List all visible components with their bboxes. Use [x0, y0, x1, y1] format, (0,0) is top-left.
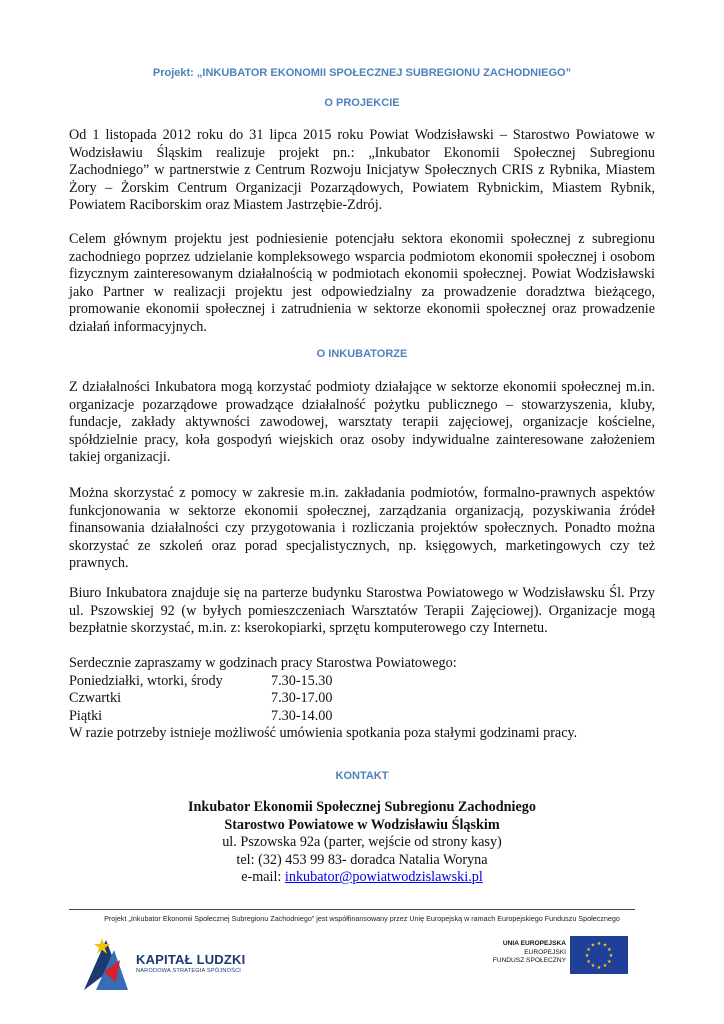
- project-title: Projekt: „INKUBATOR EKONOMII SPOŁECZNEJ SUBREGIONU ZACHODNIEGO”: [152, 67, 572, 79]
- section-heading-about-project: O PROJEKCIE: [324, 97, 400, 109]
- section-heading-contact: KONTAKT: [335, 770, 389, 782]
- eu-star-icon: ★: [602, 964, 608, 970]
- eu-star-icon: ★: [584, 953, 590, 959]
- hours-intro: Serdecznie zapraszamy w godzinach pracy Starostwa Powiatowego:: [69, 655, 457, 671]
- contact-address: ul. Pszowska 92a (parter, wejście od strony kasy): [222, 834, 502, 850]
- kapital-ludzki-emblem-icon: [80, 936, 136, 994]
- contact-email-link[interactable]: inkubator@powiatwodzislawski.pl: [284, 869, 483, 885]
- kapital-ludzki-subtitle: NARODOWA STRATEGIA SPÓJNOŚCI: [136, 968, 242, 974]
- section-heading-about-incubator: O INKUBATORZE: [316, 348, 408, 360]
- contact-org-name: Inkubator Ekonomii Społecznej Subregionu Zachodniego: [188, 799, 536, 815]
- eu-star-icon: ★: [590, 964, 596, 970]
- eu-logo-line-1: UNIA EUROPEJSKA: [502, 940, 566, 947]
- hours-row: [69, 673, 655, 691]
- hours-note: W razie potrzeby istnieje możliwość umówienia spotkania poza stałymi godzinami pracy.: [69, 725, 578, 741]
- eu-star-icon: ★: [596, 941, 602, 947]
- footer-divider: [69, 909, 635, 910]
- hours-time: 7.30-14.00: [271, 707, 333, 724]
- eu-star-icon: ★: [590, 943, 596, 949]
- eu-logo-line-3: FUNDUSZ SPOŁECZNY: [492, 957, 566, 964]
- eu-star-icon: ★: [586, 959, 591, 965]
- eu-star-icon: ★: [608, 953, 614, 959]
- about-project-paragraph-2: Celem głównym projektu jest podniesienie potencjału sektora ekonomii społecznej z subregionu zachodniego poprzez udzielanie kompleksowego wsparcia podmiotom ekonomii społecznej i osobom fizycznym zainteresowanym działalnością w podmiotach ekonomii społecznej. Powiat Wodzisławski jako Partner w realizacji projektu jest odpowiedzialny za prowadzenie doradztwa bieżącego, promowanie ekonomii społecznej i zatrudnienia w sektorze ekonomii społecznej oraz prowadzenie działań informacyjnych.: [69, 231, 655, 335]
- hours-days: Czwartki: [69, 690, 122, 706]
- eu-star-icon: ★: [596, 965, 602, 971]
- office-hours: [69, 655, 655, 743]
- contact-block: [0, 799, 724, 887]
- eu-logo-line-2: EUROPEJSKI: [524, 948, 566, 956]
- eu-star-icon: ★: [586, 947, 591, 953]
- hours-days: Poniedziałki, wtorki, środy: [69, 672, 223, 689]
- hours-row: [69, 708, 655, 726]
- about-incubator-paragraph-3: Biuro Inkubatora znajduje się na parterze budynku Starostwa Powiatowego w Wodzisławsku Śl. Przy ul. Pszowskiej 92 (w byłych pomieszczeniach Warsztatów Terapii Zajęciowej). Organizacje mogą bezpłatnie skorzystać, m.in. z: kserokopiarki, sprzętu komputerowego czy Internetu.: [69, 585, 655, 636]
- about-incubator-paragraph-1: Z działalności Inkubatora mogą korzystać podmioty działające w sektorze ekonomii społecznej m.in. organizacje pozarządowe prowadzące działalność pożytku publicznego – stowarzyszenia, kluby, fundacje, zakłady aktywności zawodowej, warsztaty terapii zajęciowej, organizacje kościelne, spółdzielnie pracy, koła gospodyń wiejskich oraz osoby indywidualne zainteresowane założeniem takiej organizacji.: [69, 379, 655, 465]
- hours-time: 7.30-15.30: [271, 672, 333, 689]
- contact-office: Starostwo Powiatowe w Wodzisławiu Śląskim: [224, 816, 500, 833]
- contact-phone: tel: (32) 453 99 83- doradca Natalia Woryna: [236, 851, 488, 868]
- hours-row: [69, 690, 655, 708]
- contact-email-label: e-mail:: [241, 869, 285, 885]
- eu-star-icon: ★: [607, 947, 612, 953]
- hours-days: Piątki: [69, 707, 103, 724]
- about-project-paragraph-1: Od 1 listopada 2012 roku do 31 lipca 2015 roku Powiat Wodzisławski – Starostwo Powiatowe w Wodzisławiu Śląskim realizuje projekt pn.: „Inkubator Ekonomii Społecznej Subregionu Zachodniego” w partnerstwie z Centrum Rozwoju Inicjatyw Społecznych CRIS z Rybnika, Miastem Żory – Żorskim Centrum Organizacji Pozarządowych, Powiatem Rybnickim, Miastem Rybnik, Powiatem Raciborskim oraz Miastem Jastrzębie-Zdrój.: [69, 127, 655, 213]
- eu-star-icon: ★: [602, 943, 608, 949]
- kapital-ludzki-title: KAPITAŁ LUDZKI: [136, 952, 246, 967]
- footer-cofinancing-note: Projekt „Inkubator Ekonomii Społecznej Subregionu Zachodniego” jest współfinansowany przez Unię Europejską w ramach Europejskiego Funduszu Społecznego: [104, 914, 620, 923]
- about-incubator-paragraph-2: Można skorzystać z pomocy w zakresie m.in. zakładania podmiotów, formalno-prawnych aspektów funkcjonowania w sektorze ekonomii społecznej, zarządzania organizacją, pozyskiwania źródeł finansowania działalności czy przygotowania i rozliczania projektów społecznych. Ponadto można skorzystać ze szkoleń oraz porad specjalistycznych, np. księgowych, marketingowych czy też prawnych.: [69, 485, 655, 571]
- eu-logo-text: [493, 940, 566, 966]
- eu-star-icon: ★: [607, 959, 612, 965]
- hours-time: 7.30-17.00: [271, 690, 333, 706]
- eu-efs-logo: [478, 936, 628, 976]
- contact-email-line: [0, 869, 724, 887]
- kapital-ludzki-logo: [80, 936, 250, 994]
- eu-flag-icon: [570, 936, 628, 974]
